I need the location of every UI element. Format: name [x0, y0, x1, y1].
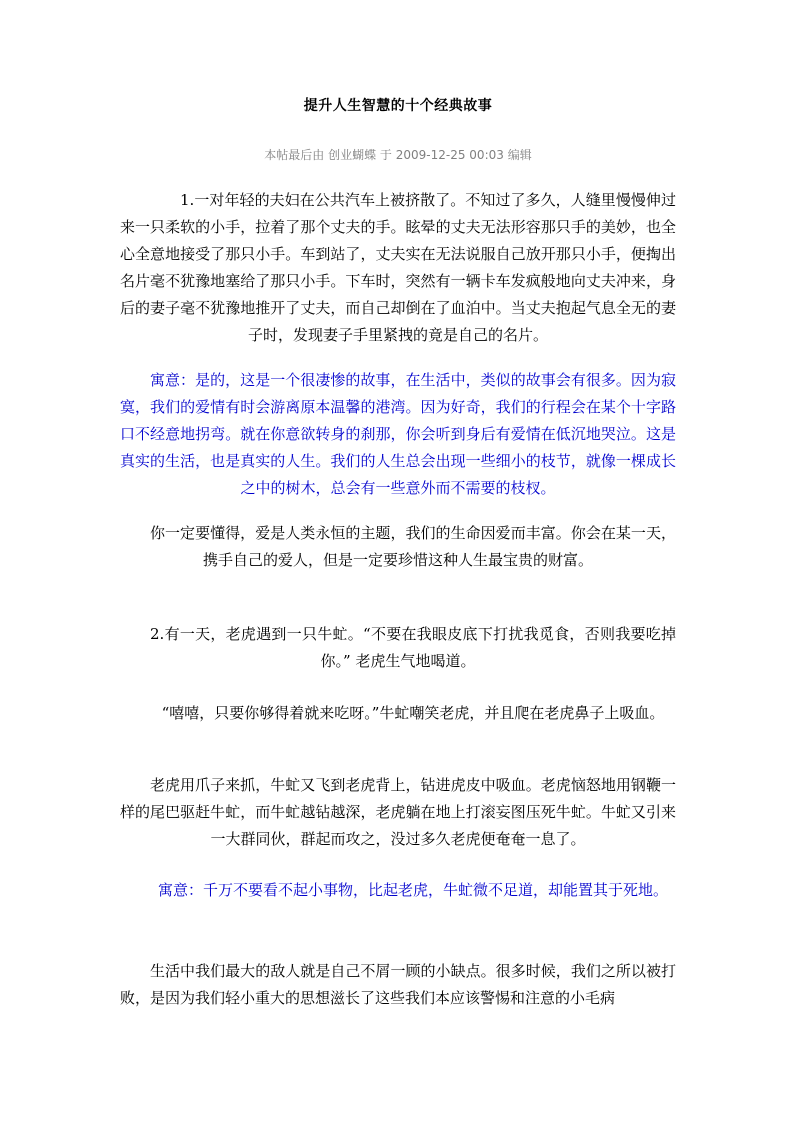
story-2-moral: 寓意：千万不要看不起小事物，比起老虎，牛虻微不足道，却能置其于死地。 [157, 881, 668, 899]
story-1-reflection: 你一定要懂得，爱是人类永恒的主题，我们的生命因爱而丰富。你会在某一天，携手自己的爱人，但是一定要珍惜这种人生最宝贵的财富。 [150, 524, 676, 569]
story-2-paragraph: 2.有一天，老虎遇到一只牛虻。“不要在我眼皮底下打扰我觅食，否则我要吃掉你。” 老虎生气地喝道。 [150, 625, 676, 670]
document-title: 提升人生智慧的十个经典故事 [303, 98, 493, 114]
story-1-moral: 寓意：是的，这是一个很凄惨的故事，在生活中，类似的故事会有很多。因为寂寞，我们的爱情有时会游离原本温馨的港湾。因为好奇，我们的行程会在某个十字路口不经意地拐弯。就在你意欲转身的刹那，你会听到身后有爱情在低沉地哭泣。这是真实的生活，也是真实的人生。我们的人生总会出现一些细小的枝节，就像一棵成长之中的树木，总会有一些意外而不需要的枝杈。 [120, 371, 676, 497]
story-1-paragraph: 1.一对年轻的夫妇在公共汽车上被挤散了。不知过了多久，人缝里慢慢伸过来一只柔软的小手，拉着了那个丈夫的手。眩晕的丈夫无法形容那只手的美妙，也全心全意地接受了那只小手。车到站了，丈夫实在无法说服自己放开那只小手，便掏出名片毫不犹豫地塞给了那只小手。下车时，突然有一辆卡车发疯般地向丈夫冲来，身后的妻子毫不犹豫地推开了丈夫，而自己却倒在了血泊中。当丈夫抱起气息全无的妻子时，发现妻子手里紧拽的竟是自己的名片。 [120, 191, 676, 344]
edit-meta: 本帖最后由 创业蝴蝶 于 2009-12-25 00:03 编辑 [264, 148, 532, 162]
story-2-dialogue: “嘻嘻，只要你够得着就来吃呀。”牛虻嘲笑老虎，并且爬在老虎鼻子上吸血。 [161, 704, 665, 722]
story-2-narrative: 老虎用爪子来抓，牛虻又飞到老虎背上，钻进虎皮中吸血。老虎恼怒地用钢鞭一样的尾巴驱赶牛虻，而牛虻越钻越深，老虎躺在地上打滚妄图压死牛虻。牛虻又引来一大群同伙，群起而攻之，没过多久老虎便奄奄一息了。 [120, 776, 676, 848]
story-2-reflection: 生活中我们最大的敌人就是自己不屑一顾的小缺点。很多时候，我们之所以被打败，是因为我们轻小重大的思想滋长了这些我们本应该警惕和注意的小毛病 [120, 962, 676, 1007]
